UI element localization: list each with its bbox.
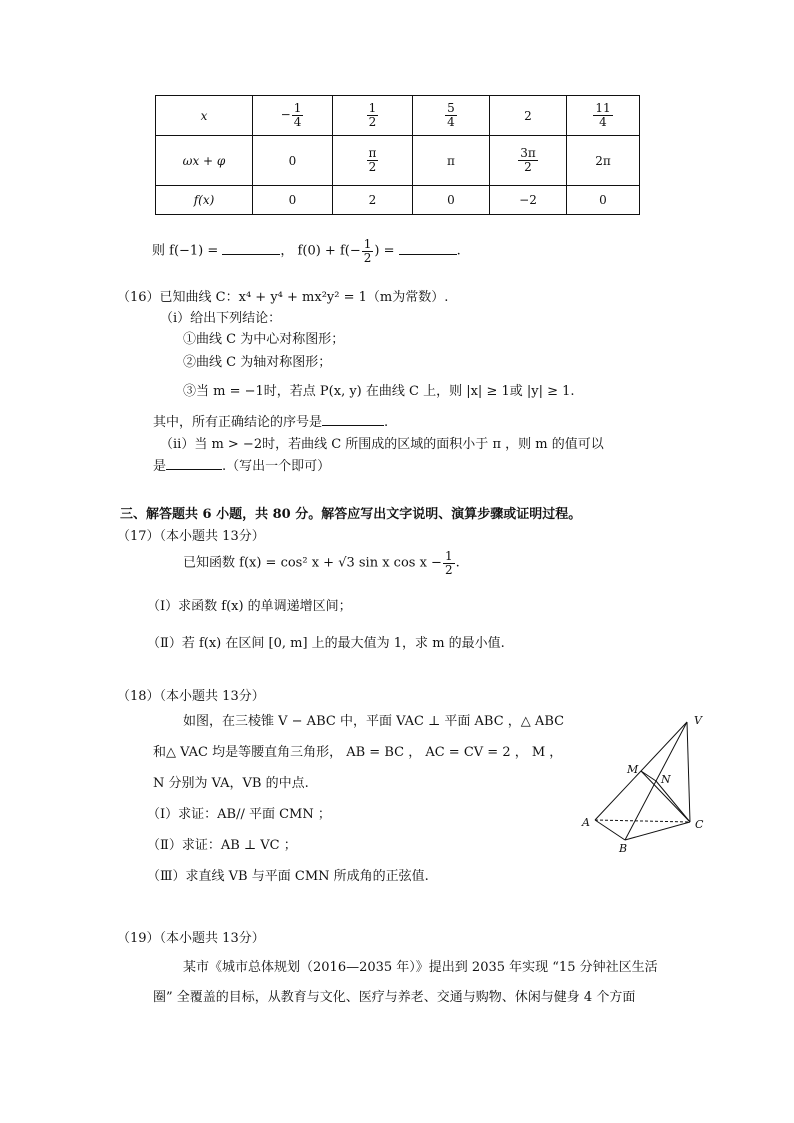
answer-blank[interactable]	[399, 254, 457, 255]
value-table	[155, 95, 640, 215]
q16-stem: （16）已知曲线 C：x⁴ + y⁴ + mx²y² = 1（m为常数）.	[117, 290, 449, 305]
q19-text-line1: 某市《城市总体规划（2016—2035 年）》提出到 2035 年实现 “15 分钟社区生活	[183, 960, 658, 975]
vertex-label-v: V	[694, 714, 702, 727]
vertex-label-b: B	[619, 842, 628, 855]
section-heading: 三、解答题共 6 小题，共 80 分。解答应写出文字说明、演算步骤或证明过程。	[120, 507, 582, 522]
answer-blank[interactable]	[166, 469, 222, 470]
table-cell: 2	[333, 186, 413, 215]
vertex-label-n: N	[661, 773, 671, 786]
edge-vc	[687, 722, 690, 822]
table-cell: 0	[567, 186, 640, 215]
table-cell: π	[413, 136, 490, 186]
edge-ac-hidden	[595, 820, 690, 822]
table-cell: 0	[253, 186, 333, 215]
edge-nc	[656, 781, 690, 822]
table-row	[156, 136, 640, 186]
q17-given: 已知函数 f(x) = cos² x + √3 sin x cos x − $\frac{1}{2}$ .	[183, 549, 460, 577]
q16-part-i-ask: 其中，所有正确结论的序号是 .	[153, 415, 389, 430]
table-row	[156, 96, 640, 136]
q16-statement-3: ③当 m = −1时，若点 P(x, y) 在曲线 C 上，则 |x| ≥ 1或 |y| ≥ 1.	[183, 384, 575, 399]
table-cell: − $\frac{1}{4}$	[253, 96, 333, 136]
q16-part-i-title: （i）给出下列结论：	[160, 311, 282, 326]
table-cell: $\frac{5}{4}$	[413, 96, 490, 136]
q18-text-line2: 和△ VAC 均是等腰直角三角形， AB = BC ， AC = CV = 2 ， M ，	[153, 745, 563, 760]
table-cell: −2	[490, 186, 567, 215]
q18-text-line1: 如图，在三棱锥 V − ABC 中，平面 VAC ⊥ 平面 ABC ，△ ABC	[183, 714, 565, 729]
table-cell: 2	[490, 96, 567, 136]
table-row	[156, 186, 640, 215]
table-cell: ωx + φ	[156, 136, 253, 186]
answer-blank[interactable]	[322, 425, 384, 426]
edge-ab	[595, 820, 625, 840]
q16-part-ii-line1: （ii）当 m > −2时，若曲线 C 所围成的区域的面积小于 π ，则 m 的值可以	[160, 437, 604, 452]
table-cell: 0	[413, 186, 490, 215]
q19-text-line2: 圈” 全覆盖的目标，从教育与文化、医疗与养老、交通与购物、休闲与健身 4 个方面	[153, 990, 636, 1005]
q19-header: （19）（本小题共 13分）	[117, 931, 265, 946]
q18-text-line3: N 分别为 VA，VB 的中点.	[153, 776, 309, 791]
q18-part-1: （Ⅰ）求证：AB// 平面 CMN ；	[147, 807, 331, 822]
q17-header: （17）（本小题共 13分）	[117, 529, 265, 544]
table-cell: $\frac{1}{2}$	[333, 96, 413, 136]
q15-answer-line: 则 f(−1) = ， f(0) + f(− $\frac{1}{2}$ ) = .	[152, 237, 461, 265]
q18-header: （18）（本小题共 13分）	[117, 689, 265, 704]
q17-part-1: （Ⅰ）求函数 f(x) 的单调递增区间；	[147, 599, 352, 614]
q16-statement-2: ②曲线 C 为轴对称图形；	[183, 355, 332, 370]
edge-bc	[625, 822, 690, 840]
table-cell: 2π	[567, 136, 640, 186]
table-cell: f(x)	[156, 186, 253, 215]
vertex-label-c: C	[695, 818, 704, 831]
q17-part-2: （Ⅱ）若 f(x) 在区间 [0, m] 上的最大值为 1，求 m 的最小值.	[147, 636, 505, 651]
table-cell: x	[156, 96, 253, 136]
q16-statement-1: ①曲线 C 为中心对称图形；	[183, 332, 345, 347]
pyramid-figure	[578, 712, 708, 857]
table-cell: $\frac{\pi}{2}$	[333, 136, 413, 186]
table-cell: $\frac{11}{4}$	[567, 96, 640, 136]
q16-part-ii-line2: 是 .（写出一个即可）	[153, 459, 331, 474]
table-cell: $\frac{3\pi}{2}$	[490, 136, 567, 186]
q18-part-3: （Ⅲ）求直线 VB 与平面 CMN 所成角的正弦值.	[147, 869, 429, 884]
q18-part-2: （Ⅱ）求证：AB ⊥ VC ；	[147, 838, 297, 853]
answer-blank[interactable]	[222, 254, 280, 255]
table-cell: 0	[253, 136, 333, 186]
vertex-label-a: A	[582, 816, 590, 829]
vertex-label-m: M	[627, 763, 639, 776]
